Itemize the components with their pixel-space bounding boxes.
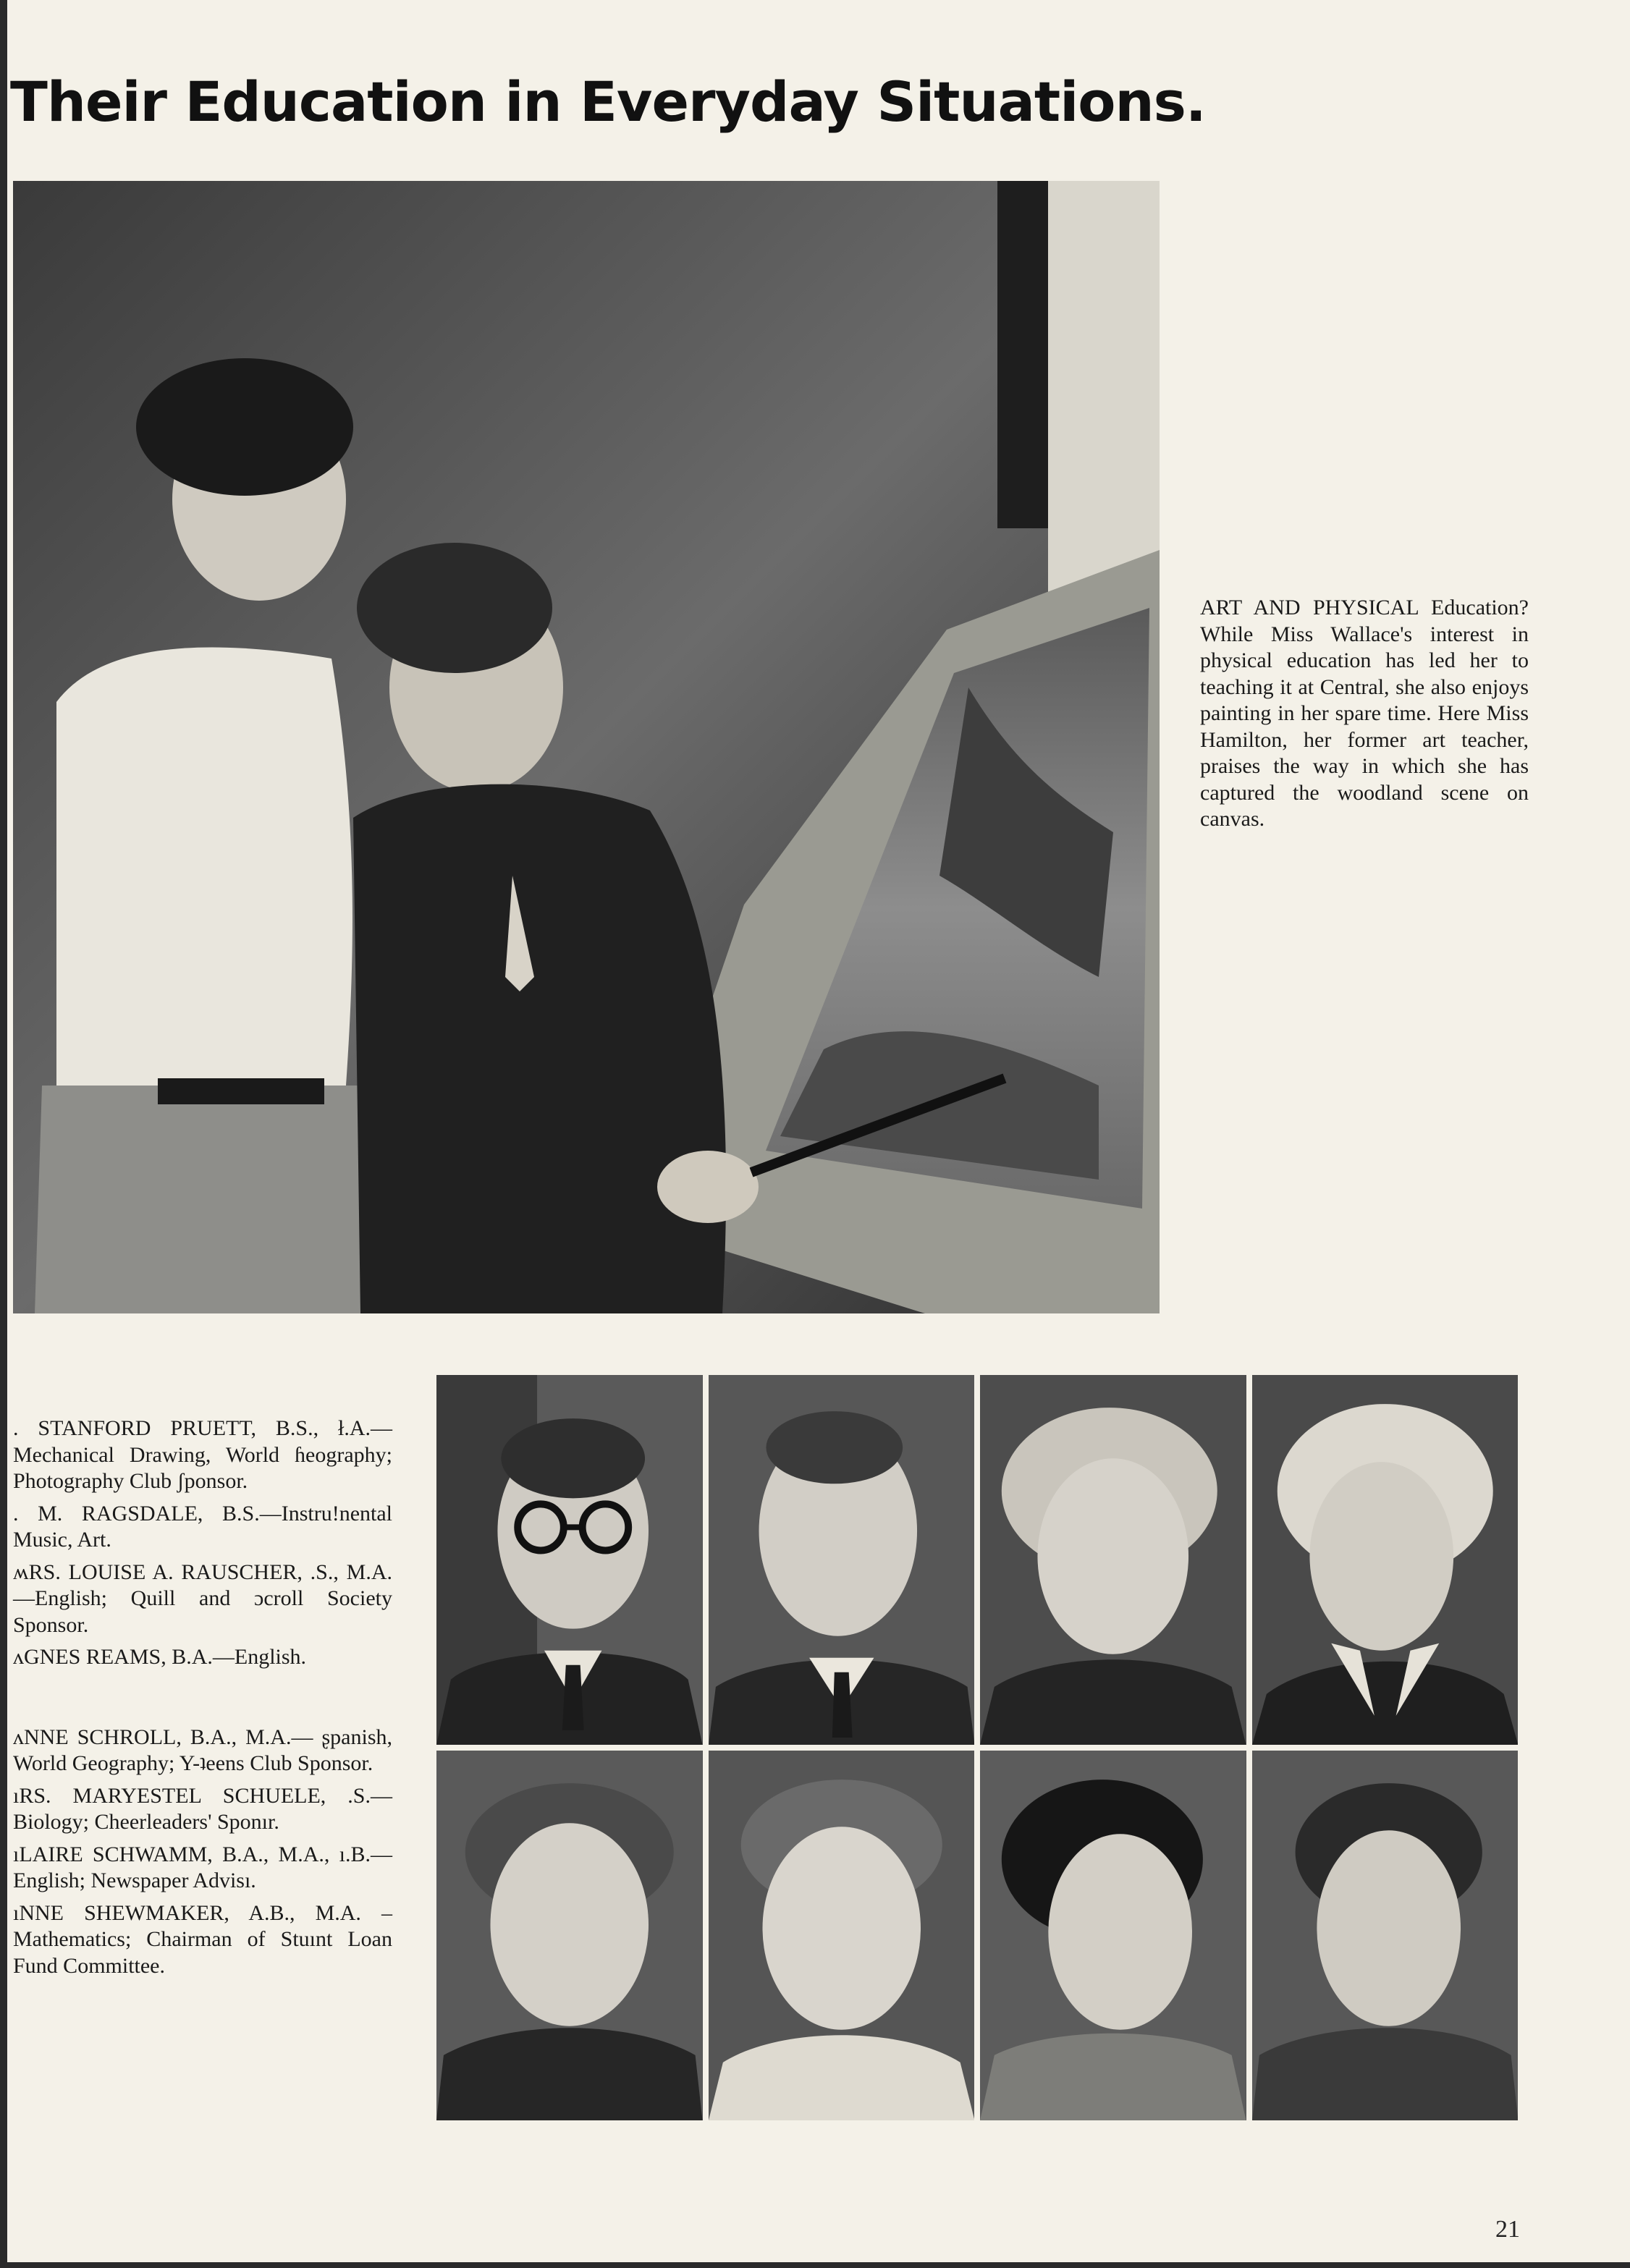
portrait-man-icon	[709, 1375, 975, 1745]
main-photo	[13, 181, 1160, 1313]
bio-pruett: . STANFORD PRUETT, B.S., ł.A.—Mechanical Drawing, World ɦeography; Photography Club ʃponsor.	[13, 1416, 392, 1493]
bio-schwamm: ıLAIRE SCHWAMM, B.A., M.A., ı.B.—English; Newspaper Advisı.	[13, 1842, 392, 1892]
bio-reams: ʌGNES REAMS, B.A.—English.	[13, 1645, 307, 1669]
bio-shewmaker: ıNNE SHEWMAKER, A.B., M.A. –Mathematics; Chairman of Stuınt Loan Fund Committee.	[13, 1900, 392, 1978]
page-headline: Their Education in Everyday Situations.	[10, 69, 1206, 134]
portrait-woman-icon	[980, 1375, 1246, 1745]
portrait-man-glasses-icon	[436, 1375, 703, 1745]
portrait-woman-icon	[709, 1751, 975, 2120]
bio-ragsdale: . M. RAGSDALE, B.S.—Instru!nental Music, Art.	[13, 1501, 392, 1552]
portrait-woman-icon	[1252, 1375, 1519, 1745]
portrait-woman-icon	[980, 1751, 1246, 2120]
portrait-woman-icon	[1252, 1751, 1519, 2120]
photo-caption: ART AND PHYSICAL Education? While Miss Wallace's interest in physical education has led her to teaching it at Central, she also enjoys painting in her spare time. Here Miss Hamilton, her former art teacher, praises the way in which she has captured the woodland scene on canvas.	[1200, 596, 1529, 831]
photo-two-women-with-painting-icon	[13, 181, 1160, 1313]
page-number: 21	[1495, 2216, 1520, 2243]
bio-schuele: ıRS. MARYESTEL SCHUELE, .S.—Biology; Cheerleaders' Sponır.	[13, 1783, 392, 1834]
portrait-woman-icon	[436, 1751, 703, 2120]
faculty-bios	[13, 1416, 392, 1985]
bio-schroll: ʌNNE SCHROLL, B.A., M.A.— ʂpanish, World Geography; Y-ʇeens Club Sponsor.	[13, 1725, 392, 1775]
bio-rauscher: ʍRS. LOUISE A. RAUSCHER, .S., M.A.—English; Quill and ɔcroll Society Sponsor.	[13, 1560, 392, 1637]
portrait-grid	[436, 1375, 1518, 2120]
